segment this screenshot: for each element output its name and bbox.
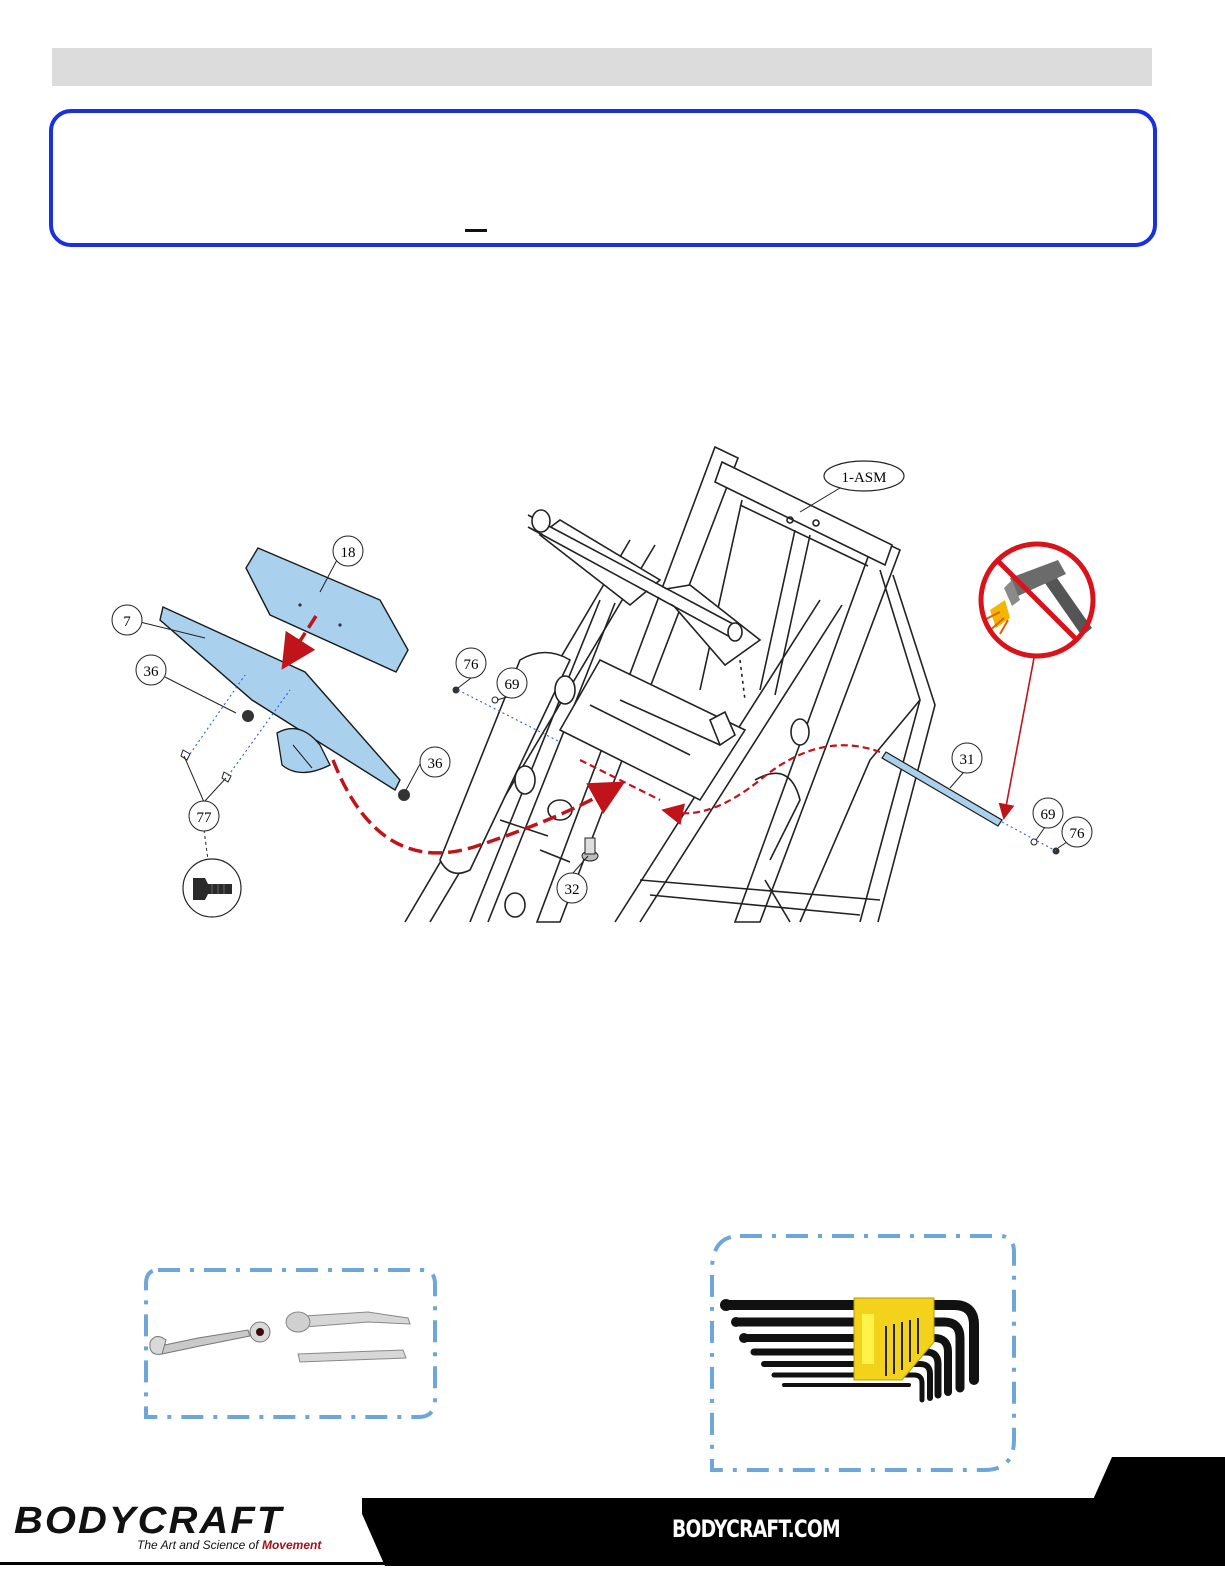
- callout-69-left: [497, 668, 527, 698]
- tagline-accent: Movement: [261, 1538, 322, 1552]
- screw-detail-icon: [183, 859, 241, 917]
- svg-text:32: 32: [564, 882, 580, 898]
- callout-7: [112, 605, 142, 635]
- tagline-text: The Art and Science of: [137, 1538, 262, 1552]
- page-number-tab: [1092, 1457, 1225, 1502]
- svg-text:77: 77: [196, 810, 212, 826]
- bottom-rule: [0, 1562, 1225, 1565]
- website-link[interactable]: BODYCRAFT.COM: [672, 1515, 840, 1543]
- svg-text:69: 69: [1040, 807, 1056, 823]
- callout-18: [333, 536, 363, 566]
- callout-69-right: [1033, 798, 1063, 828]
- callout-36-left: [136, 655, 166, 685]
- wrench-and-ratchet-icon: [150, 1312, 410, 1362]
- callout-76-left: [456, 648, 486, 678]
- nut-36-left: [242, 710, 254, 722]
- svg-text:69: 69: [504, 677, 520, 693]
- brand-logo: BODYCRAFT: [14, 1500, 284, 1542]
- svg-text:18: 18: [340, 545, 356, 561]
- callout-76-right: [1062, 817, 1092, 847]
- machine-frame: [405, 447, 935, 922]
- hex-key-set-icon: [720, 1298, 974, 1400]
- svg-text:36: 36: [427, 756, 443, 772]
- svg-text:36: 36: [143, 664, 159, 680]
- rod-31: [882, 752, 1002, 826]
- callout-36-right: [420, 747, 450, 777]
- brand-tagline: [137, 1538, 321, 1552]
- callout-77: [189, 801, 219, 831]
- wrench-tools-box: [138, 1262, 440, 1424]
- svg-text:76: 76: [1069, 826, 1085, 842]
- svg-text:76: 76: [463, 657, 479, 673]
- svg-text:7: 7: [123, 614, 131, 630]
- hex-keys-box: [704, 1230, 1019, 1475]
- no-hammer-icon: [979, 542, 1095, 658]
- callout-32: [557, 873, 587, 903]
- callout-31: [952, 743, 982, 773]
- back-pad-18: [246, 548, 408, 672]
- nut-36-right: [398, 789, 410, 801]
- svg-text:31: 31: [959, 752, 975, 768]
- frame-callout-label: 1-ASM: [841, 470, 887, 486]
